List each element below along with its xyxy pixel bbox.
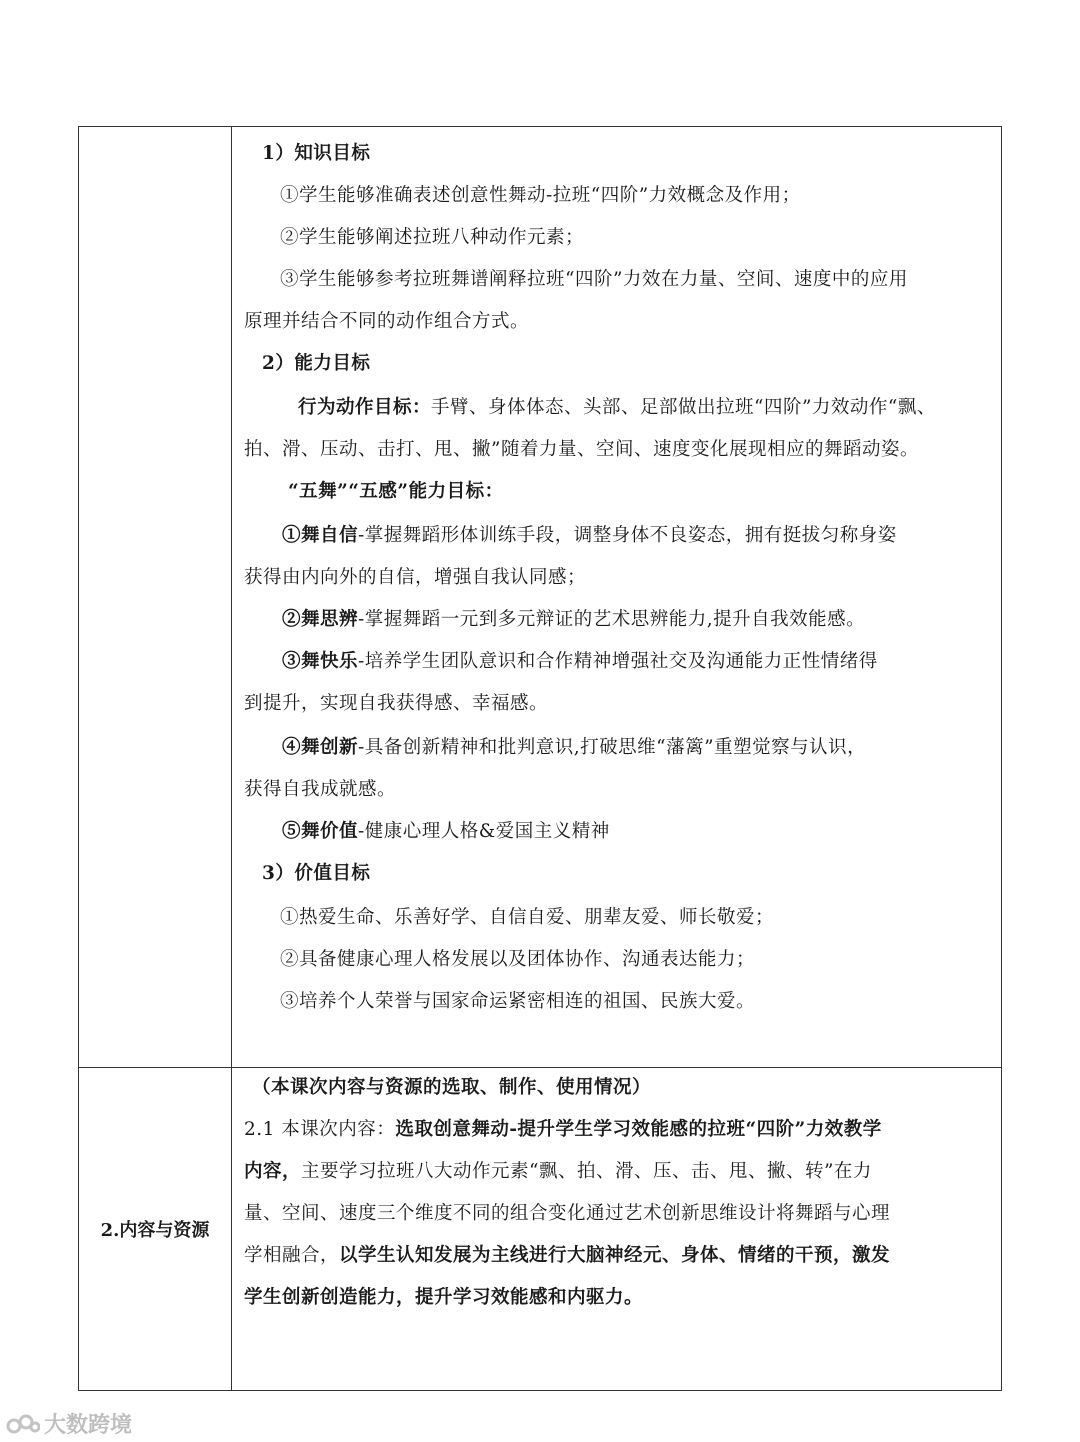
dance-value-label: ⑤舞价值 [282, 821, 359, 842]
content-line-1 [244, 1118, 882, 1142]
content-line-2 [244, 1160, 872, 1184]
content-lead-bold: 选取创意舞动-提升学生学习效能感的拉班“四阶”力效教学 [395, 1119, 882, 1140]
knowledge-item-3-line-1: ③学生能够参考拉班舞谱阐释拉班“四阶”力效在力量、空间、速度中的应用 [280, 269, 908, 290]
knowledge-item-1: ①学生能够准确表述创意性舞动-拉班“四阶”力效概念及作用； [280, 185, 801, 206]
behavior-goal-text: 手臂、身体体态、头部、足部做出拉班“四阶”力效动作“飘、 [431, 397, 936, 418]
dance-joy-text: -培养学生团队意识和合作精神增强社交及沟通能力正性情绪得 [358, 651, 878, 672]
value-heading: 3）价值目标 [262, 863, 371, 884]
dance-value-text: -健康心理人格&爱国主义精神 [358, 821, 610, 842]
value-item-1: ①热爱生命、乐善好学、自信自爱、朋辈友爱、师长敬爱； [280, 907, 775, 928]
behavior-goal-label: 行为动作目标： [298, 397, 432, 418]
behavior-goal-line-2: 拍、滑、压动、击打、甩、撇”随着力量、空间、速度变化展现相应的舞蹈动姿。 [244, 439, 919, 460]
column-divider [231, 127, 232, 1390]
dance-joy-line-2: 到提升，实现自我获得感、幸福感。 [244, 693, 549, 714]
section-label-content-resources: 2.内容与资源 [100, 1220, 210, 1241]
content-line-4-text: 学相融合， [244, 1245, 340, 1266]
content-line-5: 学生创新创造能力，提升学习效能感和内驱力。 [244, 1287, 644, 1308]
ability-heading: 2）能力目标 [262, 353, 371, 374]
dance-reasoning-text: -掌握舞蹈一元到多元辩证的艺术思辨能力,提升自我效能感。 [358, 609, 866, 630]
value-item-3: ③培养个人荣誉与国家命运紧密相连的祖国、民族大爱。 [280, 991, 756, 1012]
five-dance-heading: “五舞”“五感”能力目标： [288, 481, 504, 502]
dance-confidence-label: ①舞自信 [282, 525, 359, 546]
knowledge-item-3-line-2: 原理并结合不同的动作组合方式。 [244, 311, 530, 332]
value-item-2: ②具备健康心理人格发展以及团体协作、沟通表达能力； [280, 949, 756, 970]
dance-value-line [282, 820, 610, 844]
dance-innovation-line-2: 获得自我成就感。 [244, 779, 397, 800]
knowledge-item-2: ②学生能够阐述拉班八种动作元素； [280, 227, 585, 248]
content-line-2-text: 主要学习拉班八大动作元素“飘、拍、滑、压、击、甩、撇、转”在力 [301, 1161, 872, 1182]
dance-confidence-line-1 [282, 524, 897, 548]
behavior-goal-line-1 [298, 396, 936, 420]
dance-innovation-text: -具备创新精神和批判意识,打破思维“藩篱”重塑觉察与认识， [358, 737, 867, 758]
dance-innovation-label: ④舞创新 [282, 737, 359, 758]
content-line-4 [244, 1244, 890, 1268]
dance-joy-line-1 [282, 650, 878, 674]
knowledge-heading: 1）知识目标 [262, 143, 371, 164]
dance-reasoning-label: ②舞思辨 [282, 609, 359, 630]
content-line-2-bold: 内容， [244, 1161, 302, 1182]
watermark-logo-icon [6, 1412, 40, 1436]
watermark [6, 1408, 132, 1439]
content-lead: 2.1 本课次内容： [244, 1119, 396, 1140]
dance-reasoning-line [282, 608, 865, 632]
dance-confidence-line-2: 获得由内向外的自信，增强自我认同感； [244, 567, 587, 588]
watermark-text: 大数跨境 [44, 1413, 133, 1438]
dance-confidence-text: -掌握舞蹈形体训练手段，调整身体不良姿态，拥有挺拔匀称身姿 [358, 525, 897, 546]
content-line-3: 量、空间、速度三个维度不同的组合变化通过艺术创新思维设计将舞蹈与心理 [244, 1203, 891, 1224]
content-intro: （本课次内容与资源的选取、制作、使用情况） [252, 1077, 652, 1098]
dance-joy-label: ③舞快乐 [282, 651, 359, 672]
dance-innovation-line-1 [282, 736, 866, 760]
content-line-4-bold: 以学生认知发展为主线进行大脑神经元、身体、情绪的干预，激发 [339, 1245, 891, 1266]
